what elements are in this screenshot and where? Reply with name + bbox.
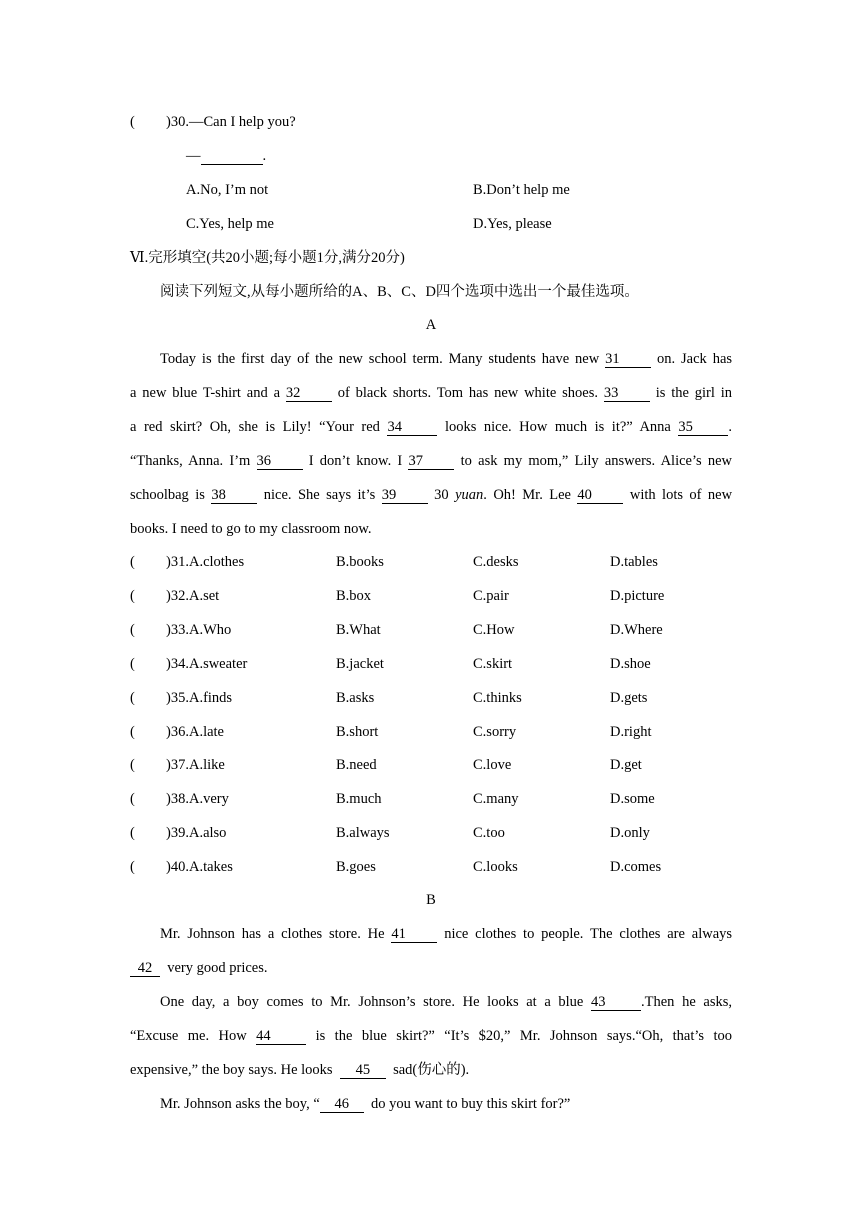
option-d[interactable]: D.right — [610, 724, 652, 740]
answer-paren[interactable]: ( — [130, 859, 135, 875]
option-b[interactable]: B.always — [336, 825, 390, 841]
question-text: —Can I help you? — [188, 114, 296, 130]
answer-paren[interactable]: ( — [130, 622, 135, 638]
answer-paren[interactable]: ( — [130, 588, 135, 604]
passage-b-label: B — [426, 892, 436, 908]
option-d[interactable]: D.comes — [610, 859, 662, 875]
answer-paren[interactable]: ( — [130, 554, 135, 570]
question-number: )31. — [166, 554, 189, 570]
option-a — [130, 857, 233, 877]
question-number: )36. — [166, 724, 189, 740]
option-a — [130, 552, 244, 572]
passage-a-line-6: books. I need to go to my classroom now. — [130, 521, 372, 537]
option-d[interactable]: D.gets — [610, 690, 648, 706]
passage-a-line-1: Today is the first day of the new school term. Many students have new 31 on. Jack has — [160, 351, 733, 367]
blank-44[interactable]: 44 — [256, 1028, 306, 1045]
answer-paren[interactable]: ( — [130, 656, 135, 672]
option-a-text[interactable]: A.Who — [188, 622, 232, 638]
passage-a-line-4: “Thanks, Anna. I’m 36 I don’t know. I 37 to ask my mom,” Lily answers. Alice’s new — [130, 453, 732, 469]
option-a[interactable]: A.No, I’m not — [186, 182, 269, 198]
reply-line: — . — [186, 148, 267, 164]
passage-a-label: A — [425, 317, 437, 333]
section-heading: Ⅵ.完形填空(共20小题;每小题1分,满分20分) — [130, 250, 405, 266]
passage-a-line-5: schoolbag is 38 nice. She says it’s 39 30 yuan. Oh! Mr. Lee 40 with lots of new — [130, 487, 733, 503]
section-instruction: 阅读下列短文,从每小题所给的A、B、C、D四个选项中选出一个最佳选项。 — [160, 284, 639, 300]
blank-42[interactable]: 42 — [130, 960, 160, 977]
option-c[interactable]: C.pair — [473, 588, 509, 604]
question-number: )35. — [166, 690, 189, 706]
option-d[interactable]: D.only — [610, 825, 650, 841]
question-number: )34. — [166, 656, 189, 672]
option-c[interactable]: C.too — [473, 825, 505, 841]
answer-paren[interactable]: ( — [130, 690, 135, 706]
option-c[interactable]: C.Yes, help me — [186, 216, 274, 232]
option-a — [130, 654, 247, 674]
option-b[interactable]: B.goes — [336, 859, 376, 875]
option-a-text[interactable]: A.sweater — [188, 656, 248, 672]
option-d[interactable]: D.tables — [610, 554, 658, 570]
option-a-text[interactable]: A.very — [188, 791, 229, 807]
answer-paren[interactable]: ( — [130, 825, 135, 841]
option-a — [130, 823, 226, 843]
option-a-text[interactable]: A.finds — [188, 690, 233, 706]
option-a-text[interactable]: A.takes — [188, 859, 233, 875]
passage-b-line-6: Mr. Johnson asks the boy, “ 46 do you want to buy this skirt for?” — [160, 1096, 571, 1112]
passage-a-line-3: a red skirt? Oh, she is Lily! “Your red 34 looks nice. How much is it?” Anna 35 . — [130, 419, 732, 435]
option-c[interactable]: C.thinks — [473, 690, 522, 706]
option-a-text[interactable]: A.late — [188, 724, 224, 740]
option-b[interactable]: B.much — [336, 791, 382, 807]
blank-31[interactable]: 31 — [605, 351, 651, 368]
option-a — [130, 722, 224, 742]
option-b[interactable]: B.asks — [336, 690, 375, 706]
passage-b-line-3: One day, a boy comes to Mr. Johnson’s store. He looks at a blue 43 .Then he asks, — [160, 994, 732, 1010]
passage-b-line-5: expensive,” the boy says. He looks 45 sad(伤心的). — [130, 1062, 470, 1078]
passage-b-line-2: 42 very good prices. — [130, 958, 732, 978]
option-c[interactable]: C.desks — [473, 554, 519, 570]
question-number: )37. — [166, 757, 189, 773]
option-d[interactable]: D.picture — [610, 588, 665, 604]
option-d[interactable]: D.some — [610, 791, 655, 807]
answer-blank[interactable] — [201, 148, 263, 165]
option-b[interactable]: B.box — [336, 588, 372, 604]
option-d[interactable]: D.Yes, please — [473, 216, 552, 232]
blank-40[interactable]: 40 — [577, 487, 623, 504]
option-c[interactable]: C.sorry — [473, 724, 517, 740]
blank-45[interactable]: 45 — [340, 1062, 386, 1079]
option-d[interactable]: D.get — [610, 757, 642, 773]
blank-36[interactable]: 36 — [257, 453, 303, 470]
answer-paren[interactable]: ( — [130, 724, 135, 740]
option-c[interactable]: C.How — [473, 622, 515, 638]
option-b[interactable]: B.Don’t help me — [473, 182, 570, 198]
option-c[interactable]: C.love — [473, 757, 512, 773]
answer-paren[interactable]: ( — [130, 791, 135, 807]
option-a — [130, 586, 219, 606]
question-number: )30. — [166, 114, 189, 130]
blank-38[interactable]: 38 — [211, 487, 257, 504]
option-a-text[interactable]: A.set — [188, 588, 220, 604]
blank-34[interactable]: 34 — [387, 419, 437, 436]
option-c[interactable]: C.many — [473, 791, 519, 807]
option-c[interactable]: C.looks — [473, 859, 518, 875]
blank-32[interactable]: 32 — [286, 385, 332, 402]
option-b[interactable]: B.books — [336, 554, 384, 570]
question-number: )38. — [166, 791, 189, 807]
blank-35[interactable]: 35 — [678, 419, 728, 436]
option-a-text[interactable]: A.also — [188, 825, 227, 841]
blank-39[interactable]: 39 — [382, 487, 428, 504]
option-a — [130, 688, 232, 708]
passage-b-line-4: “Excuse me. How 44 is the blue skirt?” “It’s $20,” Mr. Johnson says.“Oh, that’s too — [130, 1028, 733, 1044]
option-a-text[interactable]: A.clothes — [188, 554, 245, 570]
option-b[interactable]: B.need — [336, 757, 377, 773]
option-b[interactable]: B.jacket — [336, 656, 384, 672]
question-number: )39. — [166, 825, 189, 841]
option-a — [130, 620, 231, 640]
blank-41[interactable]: 41 — [391, 926, 437, 943]
answer-paren[interactable]: ( — [130, 114, 135, 130]
option-a — [130, 789, 229, 809]
passage-b-line-1: Mr. Johnson has a clothes store. He 41 nice clothes to people. The clothes are always — [160, 926, 733, 942]
option-b[interactable]: B.What — [336, 622, 381, 638]
answer-paren[interactable]: ( — [130, 757, 135, 773]
blank-43[interactable]: 43 — [591, 994, 641, 1011]
option-d[interactable]: D.Where — [610, 622, 663, 638]
blank-33[interactable]: 33 — [604, 385, 650, 402]
question-number: )40. — [166, 859, 189, 875]
option-d[interactable]: D.shoe — [610, 656, 651, 672]
question-number: )33. — [166, 622, 189, 638]
blank-46[interactable]: 46 — [320, 1096, 364, 1113]
question-number: )32. — [166, 588, 189, 604]
passage-a-line-2: a new blue T-shirt and a 32 of black shorts. Tom has new white shoes. 33 is the girl in — [130, 385, 733, 401]
option-b[interactable]: B.short — [336, 724, 379, 740]
option-a — [130, 755, 225, 775]
question-30 — [130, 112, 296, 132]
option-c[interactable]: C.skirt — [473, 656, 513, 672]
option-a-text[interactable]: A.like — [188, 757, 225, 773]
blank-37[interactable]: 37 — [408, 453, 454, 470]
